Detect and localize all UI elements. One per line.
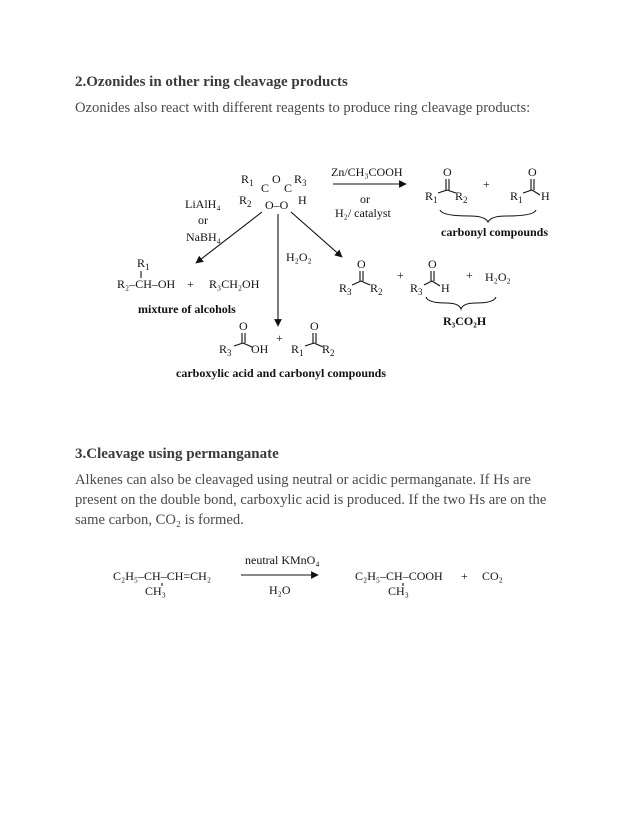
plus-sign-3: + [397,268,404,282]
plus-sign-5: + [276,331,283,345]
carbonyl-brace [440,210,536,222]
svg-text:O: O [528,165,537,179]
carboxylic-acid-structure [219,319,269,358]
svg-text:O: O [310,319,319,333]
svg-text:R1: $R_1$ [291,342,304,358]
product-formula: C₂H₅–CH–COOH [355,569,443,583]
svg-text:R1: $R_1$ [425,189,438,205]
svg-text:R3: $R_3$ [410,281,423,297]
h2o-reagent: H₂O [269,583,291,597]
svg-text:R3: $R_3$ [294,172,307,188]
plus-sign-6: + [461,569,468,583]
ozonide-structure [239,172,307,212]
svg-text:R2: $R_2$ [370,281,383,297]
plus-sign-2: + [187,277,194,291]
svg-text:O: O [272,172,281,186]
svg-text:O–O: O–O [265,198,289,212]
svg-text:R1: $R_1$ [241,172,254,188]
zn-alt-reagent: H₂/ catalyst [335,206,391,220]
h2o2-byproduct: H₂O₂ [485,270,511,284]
carbonyl-label: carbonyl compounds [441,225,549,239]
co2-product: CO₂ [482,569,503,583]
zn-or: or [360,192,370,206]
ketone-structure [425,165,468,205]
reactant-formula: C₂H₅–CH–CH=CH₂ [113,569,211,583]
svg-text:R2: $R_2$ [322,342,335,358]
svg-text:C: C [261,181,270,195]
ketone-structure-3 [291,319,335,358]
svg-text:O: O [357,257,366,271]
svg-text:H: H [298,193,307,207]
alcohol-structure [137,256,150,278]
svg-text:R2: $R_2$ [455,189,468,205]
svg-text:O: O [428,257,437,271]
kmno4-reagent: neutral KMnO₄ [245,553,320,567]
section2-paragraph: Ozonides also react with different reagents to produce ring cleavage products: [75,100,531,116]
acid-brace [426,297,496,309]
aldehyde-structure-2 [410,257,450,297]
alcohols-label: mixture of alcohols [138,302,236,316]
section3-line3: same carbon, CO₂ is formed. [75,512,244,528]
svg-text:C: C [284,181,293,195]
svg-text:H: H [441,281,450,295]
product-substituent: CH₃ [388,584,409,598]
svg-text:R1: $R_1$ [510,189,523,205]
svg-text:R3: $R_3$ [339,281,352,297]
svg-text:R1: $R_1$ [137,256,150,272]
section3-line2: present on the double bond, carboxylic acid is produced. If the two Hs are on the [75,492,547,508]
or-label: or [198,213,208,227]
svg-text:H: H [541,189,550,203]
acid-label: R₃CO₂H [443,314,487,328]
aldehyde-structure [510,165,550,205]
ketone-structure-2 [339,257,383,297]
plus-sign-4: + [466,268,473,282]
permanganate-reaction [113,553,503,598]
section3-heading: 3.Cleavage using permanganate [75,446,279,462]
section2-heading: 2.Ozonides in other ring cleavage products [75,74,348,90]
svg-text:R2: $R_2$ [239,193,252,209]
acid-carbonyl-label: carboxylic acid and carbonyl compounds [176,366,387,380]
section3-line1: Alkenes can also be cleavaged using neutral or acidic permanganate. If Hs are [75,472,531,488]
h2o2-reagent: H₂O₂ [286,250,312,264]
svg-text:O: O [239,319,248,333]
reactant-substituent: CH₃ [145,584,166,598]
svg-text:OH: OH [251,342,269,356]
plus-sign-1: + [483,177,490,191]
section3-paragraph [75,470,555,530]
alcohol-right: R₃CH₂OH [209,277,260,291]
lialh4-label: LiAlH₄ [185,197,221,211]
svg-text:R3: $R_3$ [219,342,232,358]
zn-reagent: Zn/CH₃COOH [331,165,403,179]
nabh4-label: NaBH₄ [186,230,221,244]
svg-text:O: O [443,165,452,179]
alcohol-left: R₂–CH–OH [117,277,176,291]
